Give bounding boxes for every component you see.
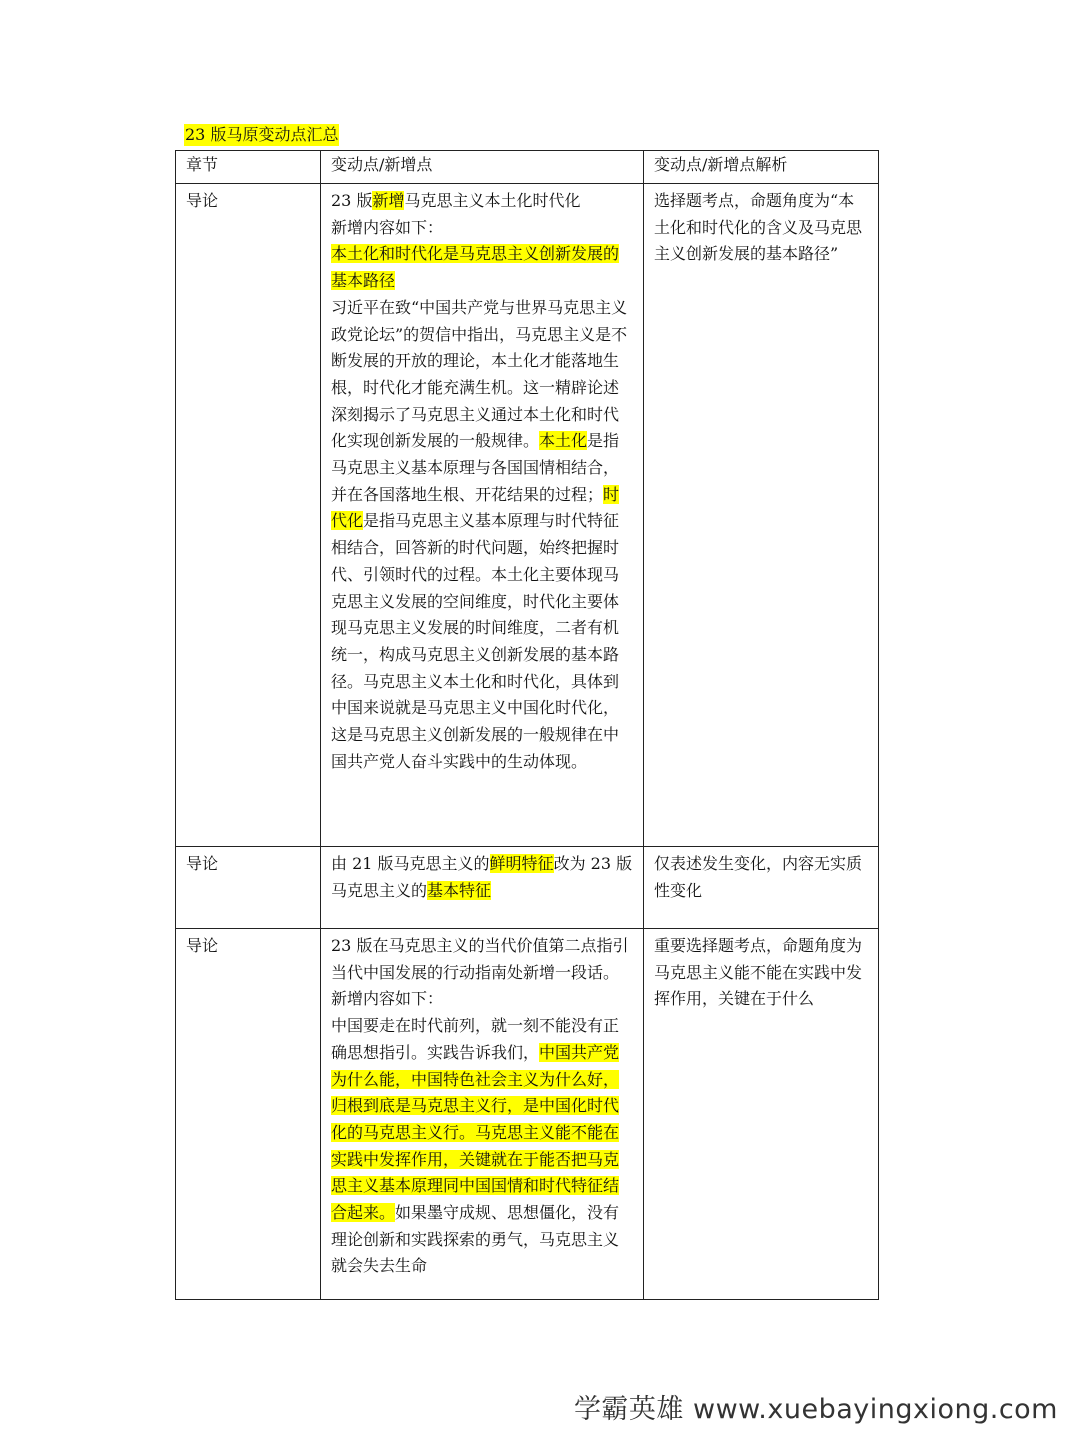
row1-highlight-new: 新增 <box>372 191 405 210</box>
row2-analysis: 仅表述发生变化，内容无实质性变化 <box>644 847 879 929</box>
table-row <box>176 929 879 1300</box>
row1-change-text: 是指马克思主义基本原理与时代特征相结合，回答新的时代问题，始终把握时代、引领时代的过程。本土化主要体现马克思主义发展的空间维度，时代化主要体现马克思主义发展的时间维度，二者有机统一，构成马克思主义创新发展的基本路径。马克思主义本土化和时代化，具体到中国来说就是马克思主义中国化时代化，这是马克思主义创新发展的一般规律在中国共产党人奋斗实践中的生动体现。 <box>331 511 620 771</box>
header-analysis: 变动点/新增点解析 <box>644 151 879 184</box>
row1-change-text: 新增内容如下： <box>331 217 444 237</box>
row3-change-text: 如果墨守成规、思想僵化，没有理论创新和实践探索的勇气，马克思主义就会失去生命 <box>331 1203 620 1276</box>
row1-change-text: 是指马克思主义基本原理与各国国情相结合，并在各国落地生根、开花结果的过程； <box>331 431 620 504</box>
document-title: 23 版马原变动点汇总 <box>185 125 339 144</box>
site-watermark: 学霸英雄 www.xuebayingxiong.com <box>573 1394 1058 1425</box>
row2-change-text: 改为 23 版马克思主义的 <box>331 854 633 900</box>
row2-chapter: 导论 <box>176 847 321 929</box>
row1-highlight-heading: 本土化和时代化是马克思主义创新发展的基本路径 <box>331 244 620 291</box>
row1-highlight-modernization: 时代化 <box>331 484 620 531</box>
row2-change <box>321 847 644 929</box>
row2-highlight-new: 基本特征 <box>427 880 492 900</box>
row1-change-text: 23 版 <box>331 191 373 210</box>
row1-change <box>321 184 644 847</box>
header-change: 变动点/新增点 <box>321 151 644 184</box>
row3-change-text: 新增内容如下： <box>331 989 444 1009</box>
row1-analysis: 选择题考点，命题角度为“本土化和时代化的含义及马克思主义创新发展的基本路径” <box>644 184 879 847</box>
row1-change-text: 马克思主义本土化时代化 <box>404 191 581 210</box>
row3-change <box>321 929 644 1300</box>
row3-change-text: 中国要走在时代前列，就一刻不能没有正确思想指引。实践告诉我们， <box>331 1016 620 1062</box>
table-header-row <box>176 151 879 184</box>
row3-change-text: 23 版在马克思主义的当代价值第二点指引当代中国发展的行动指南处新增一段话。 <box>331 936 629 982</box>
row3-analysis: 重要选择题考点，命题角度为马克思主义能不能在实践中发挥作用，关键在于什么 <box>644 929 879 1300</box>
table-row <box>176 184 879 847</box>
row2-highlight-old: 鲜明特征 <box>489 854 554 873</box>
changes-table <box>175 150 879 1300</box>
row1-chapter: 导论 <box>176 184 321 847</box>
row2-change-text: 由 21 版马克思主义的 <box>331 854 490 873</box>
row3-chapter: 导论 <box>176 929 321 1300</box>
header-chapter: 章节 <box>176 151 321 184</box>
row1-change-text: 习近平在致“中国共产党与世界马克思主义政党论坛”的贺信中指出，马克思主义是不断发展的开放的理论，本土化才能落地生根，时代化才能充满生机。这一精辟论述深刻揭示了马克思主义通过本土化和时代化实现创新发展的一般规律。 <box>331 297 628 451</box>
row3-highlight: 中国共产党为什么能，中国特色社会主义为什么好，归根到底是马克思主义行，是中国化时代化的马克思主义行。马克思主义能不能在实践中发挥作用，关键就在于能否把马克思主义基本原理同中国国情和时代特征结合起来。 <box>331 1042 620 1223</box>
table-row <box>176 847 879 929</box>
row1-highlight-localization: 本土化 <box>539 431 588 451</box>
